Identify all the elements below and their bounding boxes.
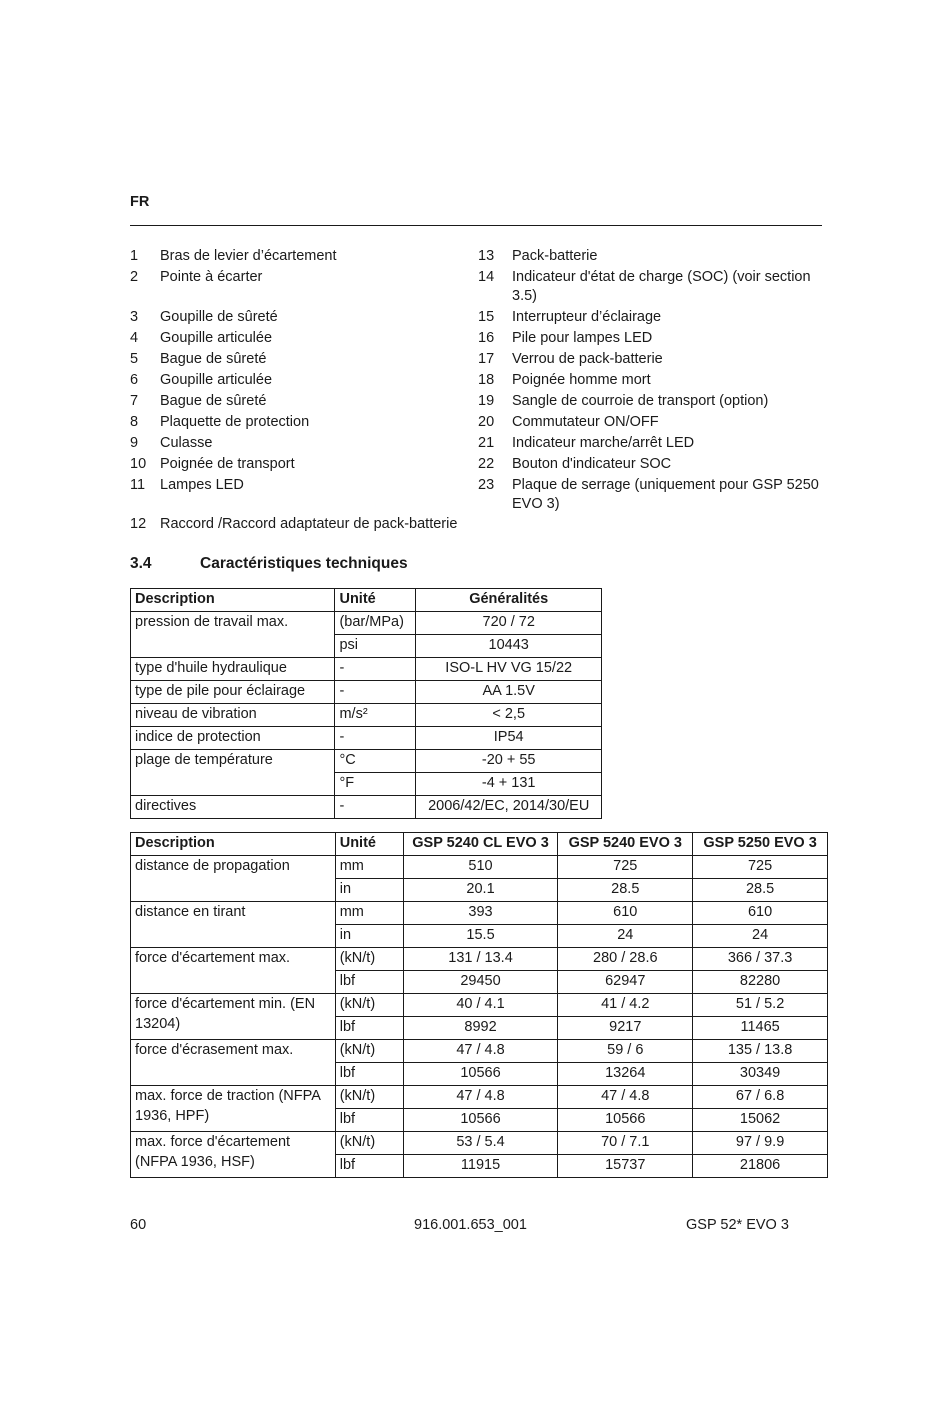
cell-unit: mm <box>335 856 403 879</box>
cell-value: 82280 <box>693 971 828 994</box>
legend-item <box>478 455 828 474</box>
table-row <box>131 727 602 750</box>
cell-value: 10443 <box>416 635 602 658</box>
legend-text: Commutateur ON/OFF <box>512 414 659 430</box>
legend-number: 20 <box>478 414 495 430</box>
cell-value: 97 / 9.9 <box>693 1132 828 1155</box>
table-row <box>131 1086 828 1109</box>
cell-value: 720 / 72 <box>416 612 602 635</box>
cell-value: 62947 <box>558 971 693 994</box>
cell-value: 9217 <box>558 1017 693 1040</box>
column-header: GSP 5240 EVO 3 <box>558 833 693 856</box>
table-header-row <box>131 589 602 612</box>
cell-description: plage de température <box>131 750 335 796</box>
cell-value: 280 / 28.6 <box>558 948 693 971</box>
cell-description: directives <box>131 796 335 819</box>
cell-value: < 2,5 <box>416 704 602 727</box>
cell-unit: - <box>335 681 416 704</box>
legend-number: 14 <box>478 269 495 285</box>
cell-value: 47 / 4.8 <box>558 1086 693 1109</box>
legend-number: 4 <box>130 330 139 346</box>
legend-text: Bague de sûreté <box>160 393 267 409</box>
cell-value: 47 / 4.8 <box>403 1086 558 1109</box>
legend-item <box>130 434 470 453</box>
legend-number: 10 <box>130 456 147 472</box>
legend-text: Verrou de pack-batterie <box>512 351 663 367</box>
cell-value: 24 <box>693 925 828 948</box>
legend-text: Sangle de courroie de transport (option) <box>512 393 769 409</box>
cell-value: 10566 <box>403 1063 558 1086</box>
legend-text: Culasse <box>160 435 213 451</box>
table-row <box>131 681 602 704</box>
legend-item <box>478 371 828 390</box>
table-row <box>131 704 602 727</box>
legend-number: 22 <box>478 456 495 472</box>
product-name: GSP 52* EVO 3 <box>686 1217 789 1233</box>
legend-text: Plaquette de protection <box>160 414 310 430</box>
cell-value: 2006/42/EC, 2014/30/EU <box>416 796 602 819</box>
cell-value: 510 <box>403 856 558 879</box>
cell-value: 13264 <box>558 1063 693 1086</box>
cell-unit: °F <box>335 773 416 796</box>
cell-description: max. force de traction (NFPA 1936, HPF) <box>131 1086 336 1132</box>
cell-value: 610 <box>558 902 693 925</box>
table-header-row <box>131 833 828 856</box>
legend-item <box>130 308 470 327</box>
cell-unit: °C <box>335 750 416 773</box>
parts-legend-left <box>130 247 470 497</box>
legend-number: 17 <box>478 351 495 367</box>
table-row <box>131 994 828 1017</box>
legend-item <box>478 350 828 369</box>
header-divider <box>130 225 822 226</box>
legend-number: 11 <box>130 477 146 493</box>
table-row <box>131 1040 828 1063</box>
legend-item <box>478 247 828 266</box>
legend-text: Interrupteur d’éclairage <box>512 309 662 325</box>
cell-unit: lbf <box>335 1017 403 1040</box>
legend-item <box>478 268 828 306</box>
cell-value: 20.1 <box>403 879 558 902</box>
cell-unit: lbf <box>335 1109 403 1132</box>
legend-text: Goupille articulée <box>160 330 273 346</box>
legend-number: 1 <box>130 248 139 264</box>
legend-number: 12 <box>130 516 147 532</box>
cell-description: max. force d'écartement (NFPA 1936, HSF) <box>131 1132 336 1178</box>
legend-number: 2 <box>130 269 139 285</box>
table-row <box>131 902 828 925</box>
cell-unit: (kN/t) <box>335 994 403 1017</box>
document-number: 916.001.653_001 <box>414 1217 527 1233</box>
table-row <box>131 948 828 971</box>
cell-unit: (kN/t) <box>335 948 403 971</box>
legend-text: Goupille articulée <box>160 372 273 388</box>
legend-item <box>130 350 470 369</box>
column-header: Description <box>131 833 336 856</box>
cell-value: 21806 <box>693 1155 828 1178</box>
cell-value: 15.5 <box>403 925 558 948</box>
cell-value: 131 / 13.4 <box>403 948 558 971</box>
cell-value: 29450 <box>403 971 558 994</box>
parts-legend-right <box>478 247 828 516</box>
table-row <box>131 856 828 879</box>
legend-number: 7 <box>130 393 139 409</box>
column-header: Description <box>131 589 335 612</box>
section-heading <box>130 555 408 573</box>
cell-description: niveau de vibration <box>131 704 335 727</box>
legend-text: Lampes LED <box>160 477 244 493</box>
cell-value: -20 + 55 <box>416 750 602 773</box>
legend-number: 16 <box>478 330 495 346</box>
column-header: Généralités <box>416 589 602 612</box>
cell-description: type de pile pour éclairage <box>131 681 335 704</box>
table-row <box>131 658 602 681</box>
cell-value: 393 <box>403 902 558 925</box>
cell-unit: in <box>335 925 403 948</box>
table-row <box>131 796 602 819</box>
cell-unit: m/s² <box>335 704 416 727</box>
cell-value: 24 <box>558 925 693 948</box>
cell-value: 10566 <box>558 1109 693 1132</box>
legend-number: 9 <box>130 435 139 451</box>
legend-item <box>130 392 470 411</box>
cell-value: 30349 <box>693 1063 828 1086</box>
cell-value: 11465 <box>693 1017 828 1040</box>
cell-unit: - <box>335 796 416 819</box>
legend-number: 6 <box>130 372 139 388</box>
legend-number: 21 <box>478 435 495 451</box>
cell-value: 610 <box>693 902 828 925</box>
cell-description: force d'écartement min. (EN 13204) <box>131 994 336 1040</box>
legend-text: Bouton d'indicateur SOC <box>512 456 672 472</box>
cell-value: 59 / 6 <box>558 1040 693 1063</box>
legend-text: Plaque de serrage (uniquement pour GSP 5250 EVO 3) <box>512 477 819 512</box>
legend-text: Bague de sûreté <box>160 351 267 367</box>
legend-item <box>478 476 828 514</box>
legend-item <box>130 247 470 266</box>
cell-value: 11915 <box>403 1155 558 1178</box>
legend-item <box>478 392 828 411</box>
cell-unit: (kN/t) <box>335 1040 403 1063</box>
cell-unit: - <box>335 658 416 681</box>
model-specs-table <box>130 832 828 1178</box>
legend-item <box>130 515 457 534</box>
cell-value: IP54 <box>416 727 602 750</box>
cell-unit: mm <box>335 902 403 925</box>
cell-unit: lbf <box>335 1155 403 1178</box>
cell-description: indice de protection <box>131 727 335 750</box>
cell-value: AA 1.5V <box>416 681 602 704</box>
legend-number: 13 <box>478 248 495 264</box>
legend-text: Goupille de sûreté <box>160 309 278 325</box>
cell-value: 725 <box>693 856 828 879</box>
legend-item <box>478 329 828 348</box>
cell-value: 67 / 6.8 <box>693 1086 828 1109</box>
cell-unit: (kN/t) <box>335 1086 403 1109</box>
cell-value: 28.5 <box>693 879 828 902</box>
legend-text: Raccord /Raccord adaptateur de pack-batterie <box>160 516 458 532</box>
language-label: FR <box>130 194 150 210</box>
legend-item <box>130 371 470 390</box>
cell-unit: in <box>335 879 403 902</box>
legend-text: Poignée de transport <box>160 456 295 472</box>
cell-value: ISO-L HV VG 15/22 <box>416 658 602 681</box>
cell-value: 28.5 <box>558 879 693 902</box>
legend-number: 19 <box>478 393 495 409</box>
cell-value: 10566 <box>403 1109 558 1132</box>
cell-description: distance en tirant <box>131 902 336 948</box>
column-header: GSP 5250 EVO 3 <box>693 833 828 856</box>
legend-text: Indicateur marche/arrêt LED <box>512 435 695 451</box>
cell-description: type d'huile hydraulique <box>131 658 335 681</box>
legend-text: Pack-batterie <box>512 248 598 264</box>
column-header: Unité <box>335 589 416 612</box>
column-header: GSP 5240 CL EVO 3 <box>403 833 558 856</box>
cell-unit: (kN/t) <box>335 1132 403 1155</box>
cell-value: 41 / 4.2 <box>558 994 693 1017</box>
cell-value: 51 / 5.2 <box>693 994 828 1017</box>
legend-item <box>478 413 828 432</box>
legend-number: 15 <box>478 309 495 325</box>
cell-value: 70 / 7.1 <box>558 1132 693 1155</box>
cell-unit: psi <box>335 635 416 658</box>
cell-value: 135 / 13.8 <box>693 1040 828 1063</box>
page-number: 60 <box>130 1217 147 1233</box>
legend-number: 18 <box>478 372 495 388</box>
table-row <box>131 1132 828 1155</box>
cell-unit: lbf <box>335 971 403 994</box>
cell-value: -4 + 131 <box>416 773 602 796</box>
cell-value: 53 / 5.4 <box>403 1132 558 1155</box>
cell-unit: (bar/MPa) <box>335 612 416 635</box>
legend-item <box>130 413 470 432</box>
legend-item <box>130 476 470 495</box>
table-row <box>131 612 602 635</box>
cell-description: pression de travail max. <box>131 612 335 658</box>
legend-text: Bras de levier d’écartement <box>160 248 337 264</box>
legend-item <box>130 455 470 474</box>
cell-value: 47 / 4.8 <box>403 1040 558 1063</box>
column-header: Unité <box>335 833 403 856</box>
legend-number: 3 <box>130 309 139 325</box>
legend-item <box>478 308 828 327</box>
legend-text: Pointe à écarter <box>160 269 263 285</box>
legend-item <box>130 329 470 348</box>
cell-value: 8992 <box>403 1017 558 1040</box>
cell-value: 40 / 4.1 <box>403 994 558 1017</box>
legend-text: Indicateur d'état de charge (SOC) (voir section 3.5) <box>512 269 811 304</box>
cell-value: 15062 <box>693 1109 828 1132</box>
cell-value: 366 / 37.3 <box>693 948 828 971</box>
legend-item <box>130 268 470 287</box>
legend-number: 8 <box>130 414 139 430</box>
general-specs-table <box>130 588 602 819</box>
section-title: Caractéristiques techniques <box>200 555 408 572</box>
cell-description: distance de propagation <box>131 856 336 902</box>
legend-text: Poignée homme mort <box>512 372 651 388</box>
section-number: 3.4 <box>130 555 152 572</box>
cell-value: 15737 <box>558 1155 693 1178</box>
legend-text: Pile pour lampes LED <box>512 330 653 346</box>
cell-value: 725 <box>558 856 693 879</box>
cell-description: force d'écrasement max. <box>131 1040 336 1086</box>
cell-unit: lbf <box>335 1063 403 1086</box>
legend-number: 23 <box>478 477 495 493</box>
table-row <box>131 750 602 773</box>
legend-number: 5 <box>130 351 139 367</box>
cell-description: force d'écartement max. <box>131 948 336 994</box>
legend-item <box>478 434 828 453</box>
cell-unit: - <box>335 727 416 750</box>
